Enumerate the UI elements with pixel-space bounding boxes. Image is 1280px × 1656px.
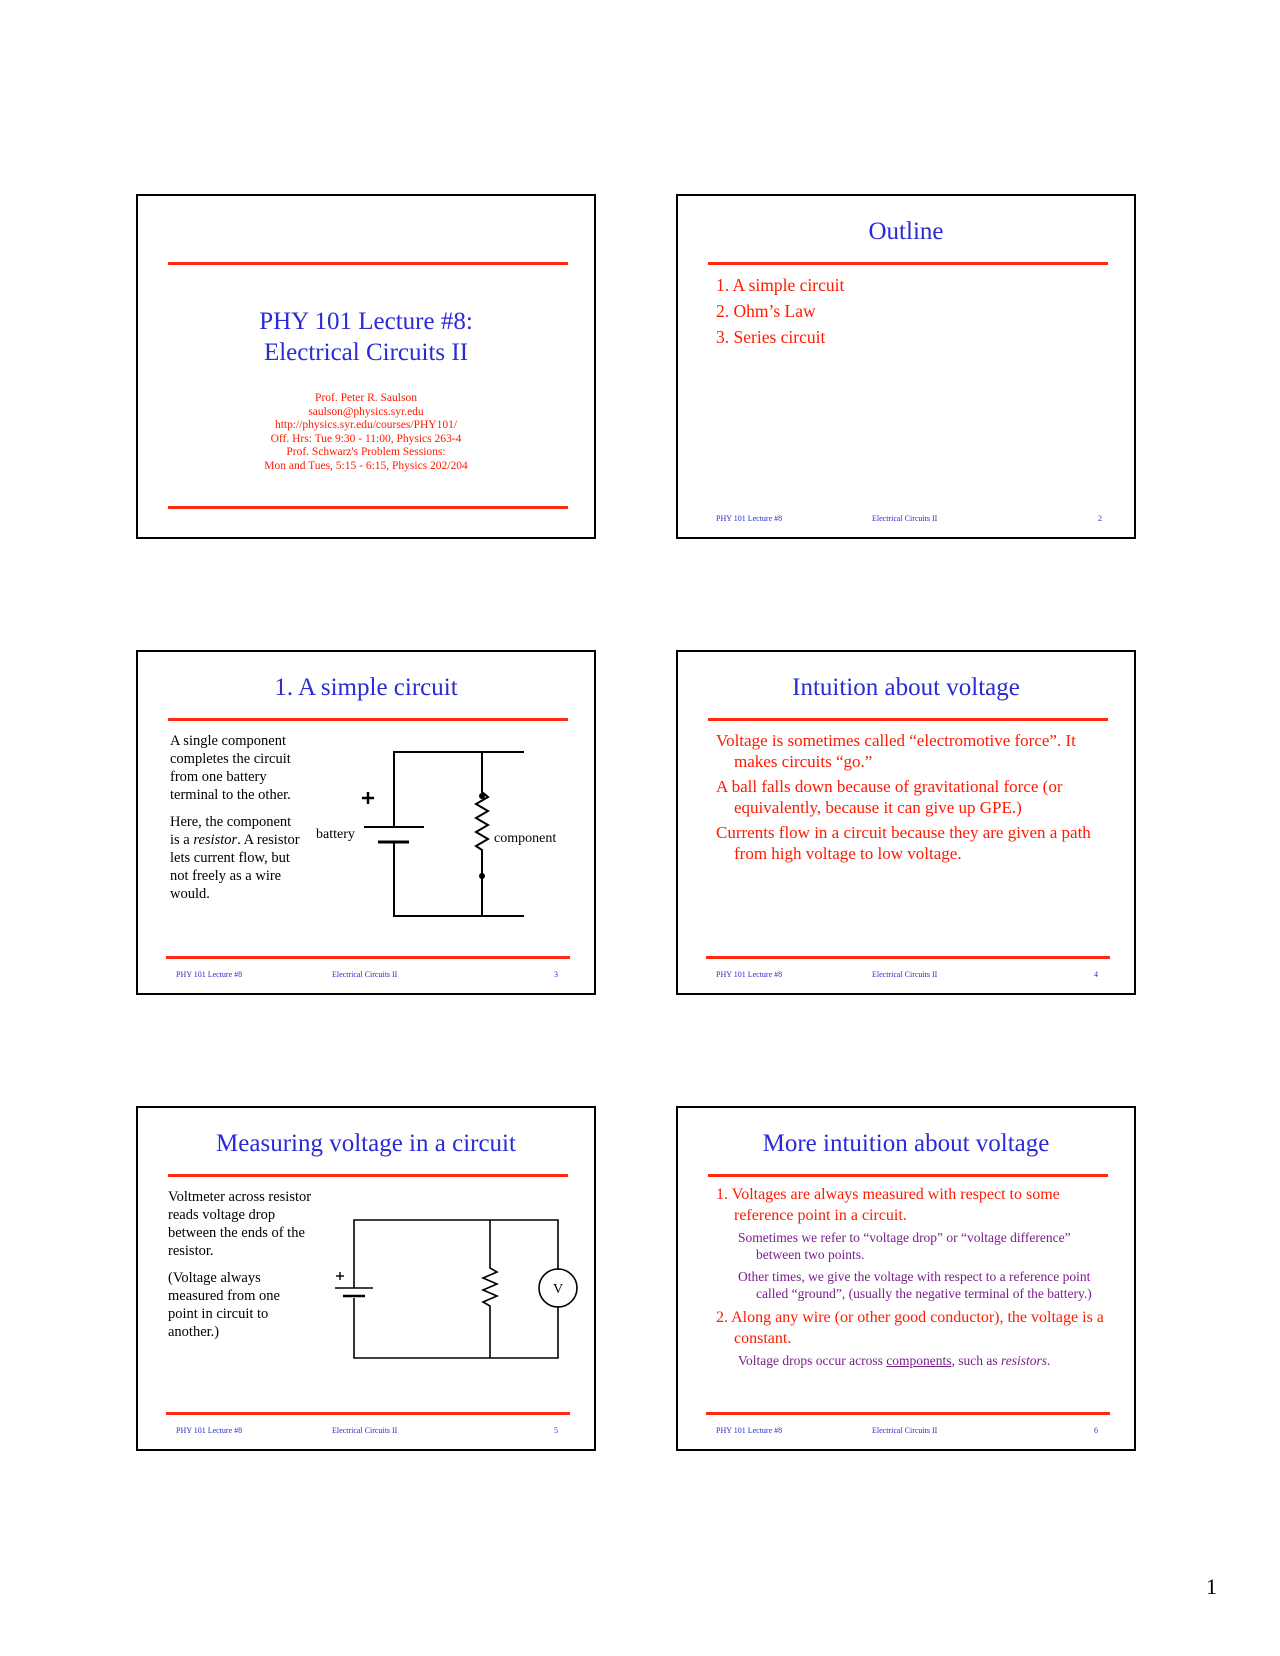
slide-title: 1. A simple circuit: [274, 674, 458, 701]
problem-sessions-time: Mon and Tues, 5:15 - 6:15, Physics 202/204: [264, 459, 468, 472]
bottom-rule: [706, 956, 1110, 959]
slide-title: Intuition about voltage: [792, 674, 1020, 701]
slide-number: 5: [554, 1426, 558, 1435]
components-underlined: components: [886, 1353, 952, 1368]
title-line-1: PHY 101 Lecture #8:: [259, 308, 473, 335]
top-wire: [394, 752, 524, 827]
voltmeter-label: V: [552, 1282, 564, 1297]
list-item: A ball falls down because of gravitational force (or equivalently, because it can give up GPE.): [716, 777, 1063, 817]
sub-item-3-start: Voltage drops occur across: [738, 1353, 887, 1368]
outline-list: [716, 272, 844, 350]
footer-center: Electrical Circuits II: [872, 514, 938, 523]
outline-item: 2. Ohm’s Law: [716, 301, 816, 321]
slide-number: 6: [1094, 1426, 1098, 1435]
body-list: [716, 1184, 1108, 1369]
footer-center: Electrical Circuits II: [332, 1426, 398, 1435]
list-item-2: 2. Along any wire (or other good conductor), the voltage is a constant.: [716, 1309, 1104, 1347]
slide-number: 4: [1094, 970, 1098, 979]
slide-2: [676, 194, 1136, 539]
slide-1: [136, 194, 596, 539]
footer-left: PHY 101 Lecture #8: [176, 970, 243, 979]
slide-4: [676, 650, 1136, 995]
slide-3: [136, 650, 596, 995]
top-rule: [708, 1174, 1108, 1177]
page-number: 1: [1206, 1574, 1217, 1599]
slide-title: [138, 306, 594, 368]
author-email: saulson@physics.syr.edu: [308, 405, 424, 418]
slide-title: Outline: [868, 218, 944, 245]
resistor-symbol: [476, 752, 488, 916]
footer-center: Electrical Circuits II: [332, 970, 398, 979]
body-list: [716, 730, 1108, 864]
slide-6: [676, 1106, 1136, 1451]
course-url: http://physics.syr.edu/courses/PHY101/: [274, 419, 458, 431]
office-hours: Off. Hrs: Tue 9:30 - 11:00, Physics 263-4: [270, 432, 462, 445]
bottom-rule: [168, 506, 568, 509]
footer-left: PHY 101 Lecture #8: [716, 970, 783, 979]
node-bottom: [479, 873, 485, 879]
slide-title: Measuring voltage in a circuit: [216, 1130, 516, 1157]
bottom-rule: [706, 1412, 1110, 1415]
resistor-symbol: [483, 1220, 497, 1358]
problem-sessions-label: Prof. Schwarz's Problem Sessions:: [286, 446, 446, 458]
author-info: [138, 392, 594, 473]
voltmeter-circuit-diagram: [138, 1108, 598, 1453]
component-label: component: [494, 831, 557, 846]
footer-left: PHY 101 Lecture #8: [716, 514, 783, 523]
paragraph-2-end: . A resistor lets current flow, but not freely as a wire would.: [170, 832, 300, 902]
paragraph-2-italic: resistor: [193, 832, 238, 848]
paragraph-2-start: Here, the component is a: [170, 814, 292, 848]
bottom-rule: [166, 956, 570, 959]
sub-item-2: Other times, we give the voltage with respect to a reference point called “ground”, (usually the negative terminal of the battery.): [738, 1269, 1092, 1301]
outline-item: 1. A simple circuit: [716, 275, 845, 295]
slide-number: 2: [1098, 514, 1102, 523]
simple-circuit-diagram: [138, 652, 598, 997]
battery-label: battery: [316, 827, 355, 842]
sub-item-1: Sometimes we refer to “voltage drop” or “voltage difference” between two points.: [738, 1230, 1071, 1262]
slide-number: 3: [554, 970, 558, 979]
footer-left: PHY 101 Lecture #8: [716, 1426, 783, 1435]
bottom-wire: [354, 1298, 558, 1358]
sub-item-3-end: .: [1046, 1353, 1051, 1368]
paragraph-1: A single component completes the circuit from one battery terminal to the other.: [170, 733, 291, 803]
footer-center: Electrical Circuits II: [872, 970, 938, 979]
slide-5: [136, 1106, 596, 1451]
bottom-wire: [394, 856, 524, 916]
resistors-italic: resistors: [1000, 1353, 1047, 1368]
top-wire: [354, 1220, 558, 1288]
top-rule: [168, 262, 568, 265]
list-item: Voltage is sometimes called “electromotive force”. It makes circuits “go.”: [716, 731, 1076, 771]
footer-left: PHY 101 Lecture #8: [176, 1426, 243, 1435]
sub-item-3: [738, 1352, 1108, 1369]
top-rule: [708, 718, 1108, 721]
list-item: Currents flow in a circuit because they are given a path from high voltage to low voltage.: [716, 823, 1091, 863]
footer-center: Electrical Circuits II: [872, 1426, 938, 1435]
sub-item-3-middle: , such as: [951, 1353, 1001, 1368]
bottom-rule: [166, 1412, 570, 1415]
outline-item: 3. Series circuit: [716, 327, 826, 347]
slide-title: More intuition about voltage: [762, 1130, 1050, 1157]
list-item-1: 1. Voltages are always measured with respect to some reference point in a circuit.: [716, 1186, 1060, 1224]
top-rule: [708, 262, 1108, 265]
author-name: Prof. Peter R. Saulson: [315, 392, 417, 404]
title-line-2: Electrical Circuits II: [263, 339, 469, 366]
paragraph-2: (Voltage always measured from one point in circuit to another.): [168, 1270, 280, 1340]
paragraph-1: Voltmeter across resistor reads voltage drop between the ends of the resistor.: [168, 1189, 312, 1259]
node-top: [479, 793, 485, 799]
